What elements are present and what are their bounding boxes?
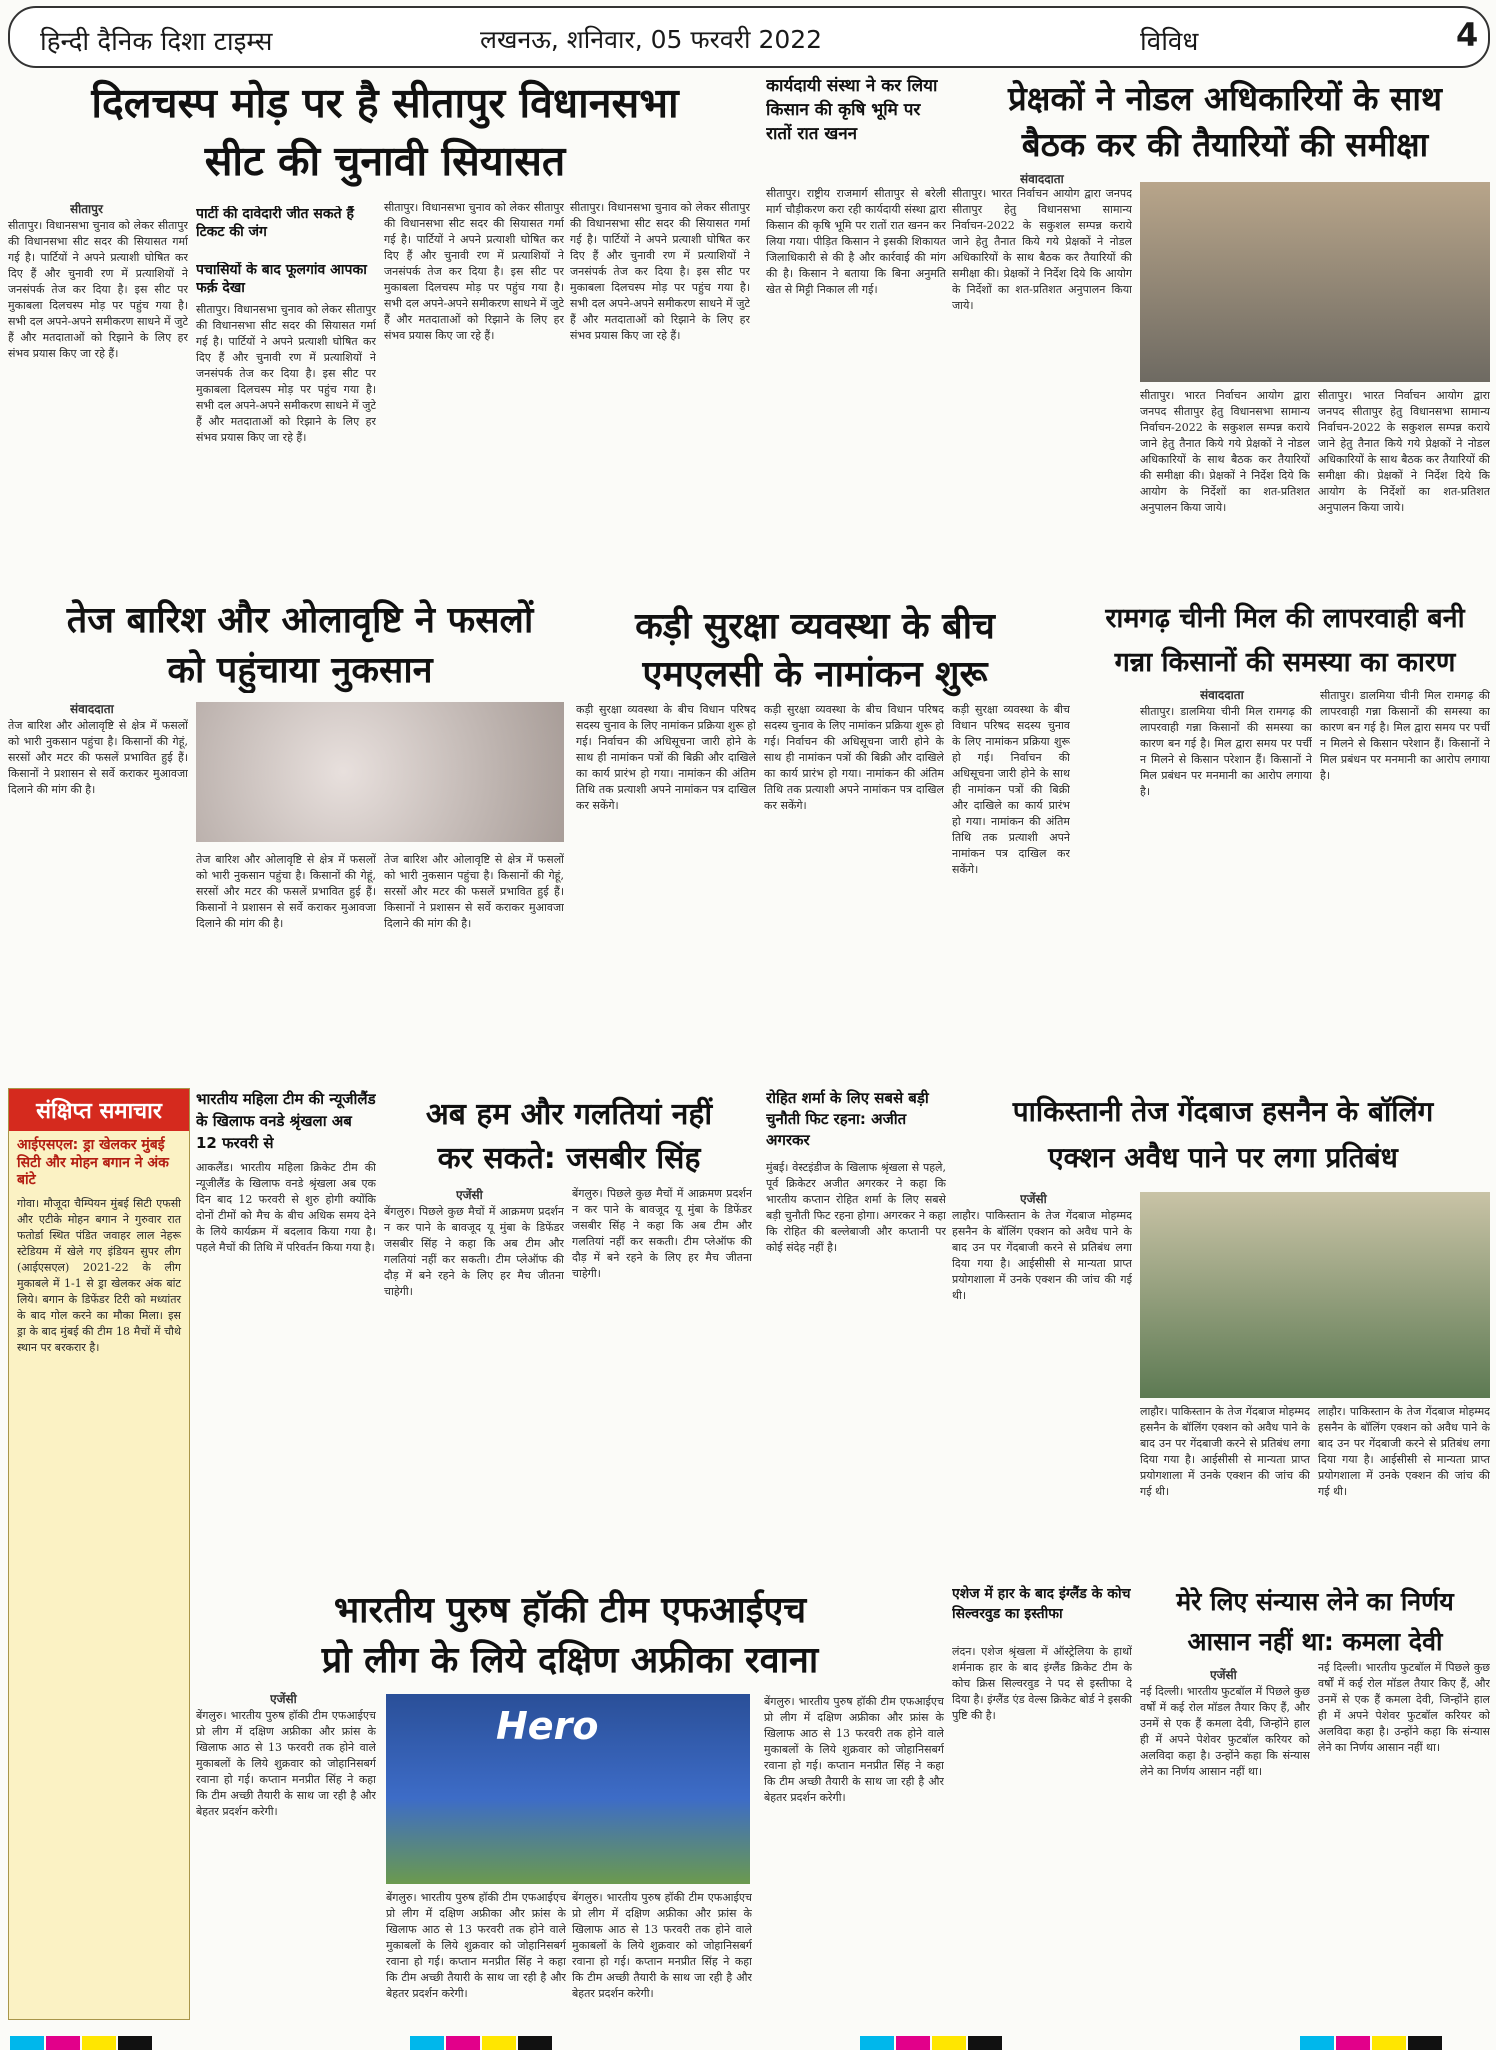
section-name: विविध (1140, 27, 1199, 57)
sugar-mill-headline-2: गन्ना किसानों की समस्या का कारण (1114, 647, 1456, 678)
sidebar-body: गोवा। मौजूदा चैम्पियन मुंबई सिटी एफसी और एटीके मोहन बगान ने गुरुवार रात फतोर्डा स्थित पंडित जवाहर लाल नेहरू स्टेडियम में खेले गए इंडियन सुपर लीग (आईएसएल) 2021-22 के लीग मुकाबले में 1-1 से ड्रा खेलकर अंक बांट लिये। बगान के डिफेंडर टिरी को मध्यांतर के बाद गोल करने का मौका मिला। इस ड्रा के बाद मुंबई की टीम 18 मैचों में चौथे स्थान पर बरकरार है। (17, 1196, 181, 1354)
farmer-land-headline: कार्यदायी संस्था ने कर लिया किसान की कृषि भूमि पर रातों रात खनन (766, 76, 938, 144)
sugar-mill-body-col-1: सीतापुर। डालमिया चीनी मिल रामगढ़ की लापरवाही गन्ना किसानों की समस्या का कारण बन गई है। मिल द्वारा समय पर पर्ची न मिलने से किसान परेशान हैं। किसानों ने मिल प्रबंधन पर मनमानी का आरोप लगाया है। (1140, 705, 1312, 798)
color-bar-yellow-4 (1372, 2036, 1406, 2050)
sitapur-body-col-1: सीतापुर। विधानसभा चुनाव को लेकर सीतापुर की विधानसभा सीट सदर की सियासत गर्मा गई है। पार्टियों ने अपने प्रत्याशी घोषित कर दिए हैं और चुनावी रण में प्रत्याशियों ने जनसंपर्क तेज कर दिया है। इस सीट पर मुकाबला दिलचस्प मोड़ पर पहुंच गया है। सभी दल अपने-अपने समीकरण साधने में जुटे हैं और मतदाताओं को रिझाने के लिए हर संभव प्रयास किए जा रहे हैं। (8, 219, 188, 360)
mlc-body-col-3: कड़ी सुरक्षा व्यवस्था के बीच विधान परिषद सदस्य चुनाव के लिए नामांकन प्रक्रिया शुरू हो गई। निर्वाचन की अधिसूचना जारी होने के साथ ही नामांकन पत्रों की बिक्री और दाखिले का कार्य प्रारंभ हो गया। नामांकन की अंतिम तिथि तक प्रत्याशी अपने नामांकन पत्र दाखिल कर सकेंगे। (952, 703, 1070, 876)
hasnain-body-col-3: लाहौर। पाकिस्तान के तेज गेंदबाज मोहम्मद हसनैन के बॉलिंग एक्शन को अवैध पाने के बाद उन पर गेंदबाजी करने से प्रतिबंध लगा दिया गया है। आईसीसी से मान्यता प्राप्त प्रयोगशाला में उनके एक्शन की जांच की गई थी। (1318, 1405, 1490, 1498)
hasnain-photo (1140, 1192, 1490, 1398)
kamala-body-col-2: नई दिल्ली। भारतीय फुटबॉल में पिछले कुछ वर्षों में कई रोल मॉडल तैयार किए हैं, और उनमें से एक हैं कमला देवी, जिन्होंने हाल ही में अपने पेशेवर फुटबॉल करियर को अलविदा कहा है। उन्होंने कहा कि संन्यास लेने का निर्णय आसान नहीं था। (1318, 1661, 1490, 1754)
kamala-headline-1: मेरे लिए संन्यास लेने का निर्णय (1176, 1587, 1454, 1616)
color-bar-yellow-2 (482, 2036, 516, 2050)
hailstorm-body-col-2: तेज बारिश और ओलावृष्टि से क्षेत्र में फसलों को भारी नुकसान पहुंचा है। किसानों की गेहूं, सरसों और मटर की फसलें प्रभावित हुई हैं। किसानों ने प्रशासन से सर्वे कराकर मुआवजा दिलाने की मांग की है। (196, 853, 376, 930)
mlc-headline-1: कड़ी सुरक्षा व्यवस्था के बीच (635, 606, 995, 647)
england-headline: एशेज में हार के बाद इंग्लैंड के कोच सिल्वरवुड का इस्तीफा (952, 1586, 1131, 1622)
rohit-body: मुंबई। वेस्टइंडीज के खिलाफ श्रृंखला से पहले, पूर्व क्रिकेटर अजीत अगरकर ने कहा कि भारतीय कप्तान रोहित शर्मा के लिए सबसे बड़ी चुनौती फिट रहना होगा। अगरकर ने कहा कि रोहित की बल्लेबाजी और कप्तानी पर कोई संदेह नहीं है। (766, 1161, 946, 1254)
color-bar-magenta-2 (446, 2036, 480, 2050)
kamala-byline: एजेंसी (1210, 1668, 1237, 1682)
hasnain-byline: एजेंसी (1020, 1192, 1047, 1206)
england-body: लंदन। एशेज श्रृंखला में ऑस्ट्रेलिया के हाथों शर्मनाक हार के बाद इंग्लैंड क्रिकेट टीम के कोच क्रिस सिल्वरवुड ने पद से इस्तीफा दे दिया है। इंग्लैंड एंड वेल्स क्रिकेट बोर्ड ने इसकी पुष्टि की है। (952, 1645, 1132, 1722)
hailstorm-body-col-1: तेज बारिश और ओलावृष्टि से क्षेत्र में फसलों को भारी नुकसान पहुंचा है। किसानों की गेहूं, सरसों और मटर की फसलें प्रभावित हुई हैं। किसानों ने प्रशासन से सर्वे कराकर मुआवजा दिलाने की मांग की है। (8, 719, 188, 796)
sitapur-subhead-1: पार्टी की दावेदारी जीत सकते हैं टिकट की जंग (196, 206, 354, 240)
meeting-photo (1140, 182, 1490, 382)
newspaper-name: हिन्दी दैनिक दिशा टाइम्स (40, 27, 273, 57)
color-bar-magenta (46, 2036, 80, 2050)
hockey-body-col-3: बेंगलुरु। भारतीय पुरुष हॉकी टीम एफआईएच प्रो लीग में दक्षिण अफ्रीका और फ्रांस के खिलाफ आठ से 13 फरवरी तक होने वाले मुकाबलों के लिये शुक्रवार को जोहानिसबर्ग रवाना हो गई। कप्तान मनप्रीत सिंह ने कहा कि टीम अच्छी तैयारी के साथ जा रही है और बेहतर प्रदर्शन करेगी। (572, 1891, 752, 2000)
sugar-mill-body-col-2: सीतापुर। डालमिया चीनी मिल रामगढ़ की लापरवाही गन्ना किसानों की समस्या का कारण बन गई है। मिल द्वारा समय पर पर्ची न मिलने से किसान परेशान हैं। किसानों ने मिल प्रबंधन पर मनमानी का आरोप लगाया है। (1320, 689, 1490, 782)
sugar-mill-byline: संवाददाता (1200, 688, 1244, 702)
page-number: 4 (1456, 16, 1479, 54)
color-bar-black-4 (1408, 2036, 1442, 2050)
sidebar-title: संक्षिप्त समाचार (9, 1089, 189, 1131)
color-bar-black-3 (968, 2036, 1002, 2050)
farmer-land-body: सीतापुर। राष्ट्रीय राजमार्ग सीतापुर से बरेली मार्ग चौड़ीकरण करा रही कार्यदायी संस्था द्वारा किसान की कृषि भूमि पर रातों रात खनन कर लिया गया। पीड़ित किसान ने इसकी शिकायत जिलाधिकारी से की है और कार्रवाई की मांग की है। किसान ने बताया कि बिना अनुमति खेत से मिट्टी निकाल ली गई। (766, 187, 946, 296)
hailstorm-byline: संवाददाता (70, 702, 114, 716)
kamala-headline-2: आसान नहीं था: कमला देवी (1187, 1627, 1443, 1656)
sitapur-body-col-4: सीतापुर। विधानसभा चुनाव को लेकर सीतापुर की विधानसभा सीट सदर की सियासत गर्मा गई है। पार्टियों ने अपने प्रत्याशी घोषित कर दिए हैं और चुनावी रण में प्रत्याशियों ने जनसंपर्क तेज कर दिया है। इस सीट पर मुकाबला दिलचस्प मोड़ पर पहुंच गया है। सभी दल अपने-अपने समीकरण साधने में जुटे हैं और मतदाताओं को रिझाने के लिए हर संभव प्रयास किए जा रहे हैं। (570, 201, 750, 342)
hailstorm-headline-2: को पहुंचाया नुकसान (167, 650, 433, 691)
hockey-headline-2: प्रो लीग के लिये दक्षिण अफ्रीका रवाना (321, 1640, 819, 1681)
hockey-body-col-4: बेंगलुरु। भारतीय पुरुष हॉकी टीम एफआईएच प्रो लीग में दक्षिण अफ्रीका और फ्रांस के खिलाफ आठ से 13 फरवरी तक होने वाले मुकाबलों के लिये शुक्रवार को जोहानिसबर्ग रवाना हो गई। कप्तान मनप्रीत सिंह ने कहा कि टीम अच्छी तैयारी के साथ जा रही है और बेहतर प्रदर्शन करेगी। (764, 1695, 944, 1804)
color-bar-cyan-2 (410, 2036, 444, 2050)
observers-byline: संवाददाता (1020, 172, 1064, 186)
rohit-headline: रोहित शर्मा के लिए सबसे बड़ी चुनौती फिट रहना: अजीत अगरकर (766, 1089, 929, 1149)
observers-headline-1: प्रेक्षकों ने नोडल अधिकारियों के साथ (1008, 79, 1442, 118)
observers-body-col-3: सीतापुर। भारत निर्वाचन आयोग द्वारा जनपद सीतापुर हेतु विधानसभा सामान्य निर्वाचन-2022 के सकुशल सम्पन्न कराये जाने हेतु तैनात किये गये प्रेक्षकों ने नोडल अधिकारियों के साथ बैठक कर तैयारियों की समीक्षा की। प्रेक्षकों ने निर्देश दिये कि आयोग के निर्देशों का शत-प्रतिशत अनुपालन किया जाये। (1318, 389, 1490, 514)
sitapur-headline-2: सीट की चुनावी सियासत (204, 137, 566, 185)
observers-body-col-1: सीतापुर। भारत निर्वाचन आयोग द्वारा जनपद सीतापुर हेतु विधानसभा सामान्य निर्वाचन-2022 के सकुशल सम्पन्न कराये जाने हेतु तैनात किये गये प्रेक्षकों ने नोडल अधिकारियों के साथ बैठक कर तैयारियों की समीक्षा की। प्रेक्षकों ने निर्देश दिये कि आयोग के निर्देशों का शत-प्रतिशत अनुपालन किया जाये। (952, 187, 1132, 312)
hailstorm-body-col-3: तेज बारिश और ओलावृष्टि से क्षेत्र में फसलों को भारी नुकसान पहुंचा है। किसानों की गेहूं, सरसों और मटर की फसलें प्रभावित हुई हैं। किसानों ने प्रशासन से सर्वे कराकर मुआवजा दिलाने की मांग की है। (384, 853, 564, 930)
sidebar-headline: आईएसएल: ड्रा खेलकर मुंबई सिटी और मोहन बगान ने अंक बांटे (17, 1137, 169, 1188)
masthead (8, 6, 1490, 68)
jasbir-body-col-2: बेंगलुरु। पिछले कुछ मैचों में आक्रमण प्रदर्शन न कर पाने के बावजूद यू मुंबा के डिफेंडर जसबीर सिंह ने कहा कि अब टीम और गलतियां नहीं कर सकती। टीम प्लेऑफ की दौड़ में बने रहने के लिए हर मैच जीतना चाहेगी। (572, 1187, 752, 1280)
dateline: लखनऊ, शनिवार, 05 फरवरी 2022 (480, 25, 823, 54)
hailstorm-photo (196, 702, 564, 842)
brief-news-sidebar (8, 1088, 190, 2020)
hero-banner-text: Hero (496, 1704, 599, 1748)
hockey-body-col-1: बेंगलुरु। भारतीय पुरुष हॉकी टीम एफआईएच प्रो लीग में दक्षिण अफ्रीका और फ्रांस के खिलाफ आठ से 13 फरवरी तक होने वाले मुकाबलों के लिये शुक्रवार को जोहानिसबर्ग रवाना हो गई। कप्तान मनप्रीत सिंह ने कहा कि टीम अच्छी तैयारी के साथ जा रही है और बेहतर प्रदर्शन करेगी। (196, 1709, 376, 1818)
color-bar-cyan-4 (1300, 2036, 1334, 2050)
color-bar-magenta-4 (1336, 2036, 1370, 2050)
color-bar-cyan (10, 2036, 44, 2050)
hockey-body-col-2: बेंगलुरु। भारतीय पुरुष हॉकी टीम एफआईएच प्रो लीग में दक्षिण अफ्रीका और फ्रांस के खिलाफ आठ से 13 फरवरी तक होने वाले मुकाबलों के लिये शुक्रवार को जोहानिसबर्ग रवाना हो गई। कप्तान मनप्रीत सिंह ने कहा कि टीम अच्छी तैयारी के साथ जा रही है और बेहतर प्रदर्शन करेगी। (386, 1891, 566, 2000)
kamala-body-col-1: नई दिल्ली। भारतीय फुटबॉल में पिछले कुछ वर्षों में कई रोल मॉडल तैयार किए हैं, और उनमें से एक हैं कमला देवी, जिन्होंने हाल ही में अपने पेशेवर फुटबॉल करियर को अलविदा कहा है। उन्होंने कहा कि संन्यास लेने का निर्णय आसान नहीं था। (1140, 1685, 1310, 1778)
hockey-byline: एजेंसी (270, 1692, 297, 1706)
sitapur-headline-1: दिलचस्प मोड़ पर है सीतापुर विधानसभा (91, 79, 679, 127)
color-bar-black (118, 2036, 152, 2050)
sitapur-body-col-2: सीतापुर। विधानसभा चुनाव को लेकर सीतापुर की विधानसभा सीट सदर की सियासत गर्मा गई है। पार्टियों ने अपने प्रत्याशी घोषित कर दिए हैं और चुनावी रण में प्रत्याशियों ने जनसंपर्क तेज कर दिया है। इस सीट पर मुकाबला दिलचस्प मोड़ पर पहुंच गया है। सभी दल अपने-अपने समीकरण साधने में जुटे हैं और मतदाताओं को रिझाने के लिए हर संभव प्रयास किए जा रहे हैं। (196, 303, 376, 444)
observers-body-col-2: सीतापुर। भारत निर्वाचन आयोग द्वारा जनपद सीतापुर हेतु विधानसभा सामान्य निर्वाचन-2022 के सकुशल सम्पन्न कराये जाने हेतु तैनात किये गये प्रेक्षकों ने नोडल अधिकारियों के साथ बैठक कर तैयारियों की समीक्षा की। प्रेक्षकों ने निर्देश दिये कि आयोग के निर्देशों का शत-प्रतिशत अनुपालन किया जाये। (1140, 389, 1310, 514)
sitapur-byline: सीतापुर (70, 202, 103, 216)
color-bar-yellow-3 (932, 2036, 966, 2050)
color-bar-yellow (82, 2036, 116, 2050)
hockey-headline-1: भारतीय पुरुष हॉकी टीम एफआईएच (333, 1590, 807, 1631)
hockey-team-photo (386, 1694, 750, 1884)
hasnain-body-col-1: लाहौर। पाकिस्तान के तेज गेंदबाज मोहम्मद हसनैन के बॉलिंग एक्शन को अवैध पाने के बाद उन पर गेंदबाजी करने से प्रतिबंध लगा दिया गया है। आईसीसी से मान्यता प्राप्त प्रयोगशाला में उनके एक्शन की जांच की गई थी। (952, 1209, 1132, 1302)
mlc-headline-2: एमएलसी के नामांकन शुरू (642, 654, 988, 695)
mlc-body-col-1: कड़ी सुरक्षा व्यवस्था के बीच विधान परिषद सदस्य चुनाव के लिए नामांकन प्रक्रिया शुरू हो गई। निर्वाचन की अधिसूचना जारी होने के साथ ही नामांकन पत्रों की बिक्री और दाखिले का कार्य प्रारंभ हो गया। नामांकन की अंतिम तिथि तक प्रत्याशी अपने नामांकन पत्र दाखिल कर सकेंगे। (576, 703, 756, 812)
jasbir-headline-1: अब हम और गलतियां नहीं (425, 1097, 713, 1132)
hasnain-headline-2: एक्शन अवैध पाने पर लगा प्रतिबंध (1048, 1141, 1398, 1174)
color-bar-black-2 (518, 2036, 552, 2050)
sitapur-body-col-3: सीतापुर। विधानसभा चुनाव को लेकर सीतापुर की विधानसभा सीट सदर की सियासत गर्मा गई है। पार्टियों ने अपने प्रत्याशी घोषित कर दिए हैं और चुनावी रण में प्रत्याशियों ने जनसंपर्क तेज कर दिया है। इस सीट पर मुकाबला दिलचस्प मोड़ पर पहुंच गया है। सभी दल अपने-अपने समीकरण साधने में जुटे हैं और मतदाताओं को रिझाने के लिए हर संभव प्रयास किए जा रहे हैं। (384, 201, 564, 342)
women-cricket-headline: भारतीय महिला टीम की न्यूजीलैंड के खिलाफ वनडे श्रृंखला अब 12 फरवरी से (196, 1090, 376, 1152)
hailstorm-headline-1: तेज बारिश और ओलावृष्टि ने फसलों (66, 600, 534, 641)
jasbir-headline-2: कर सकते: जसबीर सिंह (437, 1141, 701, 1176)
hasnain-headline-1: पाकिस्तानी तेज गेंदबाज हसनैन के बॉलिंग (1012, 1095, 1434, 1128)
sitapur-subhead-2: पचासियों के बाद फूलगांव आपका फर्क़ देखा (196, 262, 367, 296)
jasbir-byline: एजेंसी (456, 1188, 483, 1202)
hasnain-body-col-2: लाहौर। पाकिस्तान के तेज गेंदबाज मोहम्मद हसनैन के बॉलिंग एक्शन को अवैध पाने के बाद उन पर गेंदबाजी करने से प्रतिबंध लगा दिया गया है। आईसीसी से मान्यता प्राप्त प्रयोगशाला में उनके एक्शन की जांच की गई थी। (1140, 1405, 1310, 1498)
observers-headline-2: बैठक कर की तैयारियों की समीक्षा (1021, 125, 1429, 164)
women-cricket-body: आकलैंड। भारतीय महिला क्रिकेट टीम की न्यूजीलैंड के खिलाफ वनडे श्रृंखला अब एक दिन बाद 12 फरवरी से शुरु होगी क्योंकि दोनों टीमों को मैच के बीच अधिक समय देने के लिये कार्यक्रम में बदलाव किया गया है। पहले मैचों की तिथि में परिवर्तन किया गया है। (196, 1161, 376, 1254)
jasbir-body-col-1: बेंगलुरु। पिछले कुछ मैचों में आक्रमण प्रदर्शन न कर पाने के बावजूद यू मुंबा के डिफेंडर जसबीर सिंह ने कहा कि अब टीम और गलतियां नहीं कर सकती। टीम प्लेऑफ की दौड़ में बने रहने के लिए हर मैच जीतना चाहेगी। (384, 1205, 564, 1298)
sugar-mill-headline-1: रामगढ़ चीनी मिल की लापरवाही बनी (1105, 603, 1465, 634)
color-bar-cyan-3 (860, 2036, 894, 2050)
mlc-body-col-2: कड़ी सुरक्षा व्यवस्था के बीच विधान परिषद सदस्य चुनाव के लिए नामांकन प्रक्रिया शुरू हो गई। निर्वाचन की अधिसूचना जारी होने के साथ ही नामांकन पत्रों की बिक्री और दाखिले का कार्य प्रारंभ हो गया। नामांकन की अंतिम तिथि तक प्रत्याशी अपने नामांकन पत्र दाखिल कर सकेंगे। (764, 703, 944, 812)
color-bar-magenta-3 (896, 2036, 930, 2050)
